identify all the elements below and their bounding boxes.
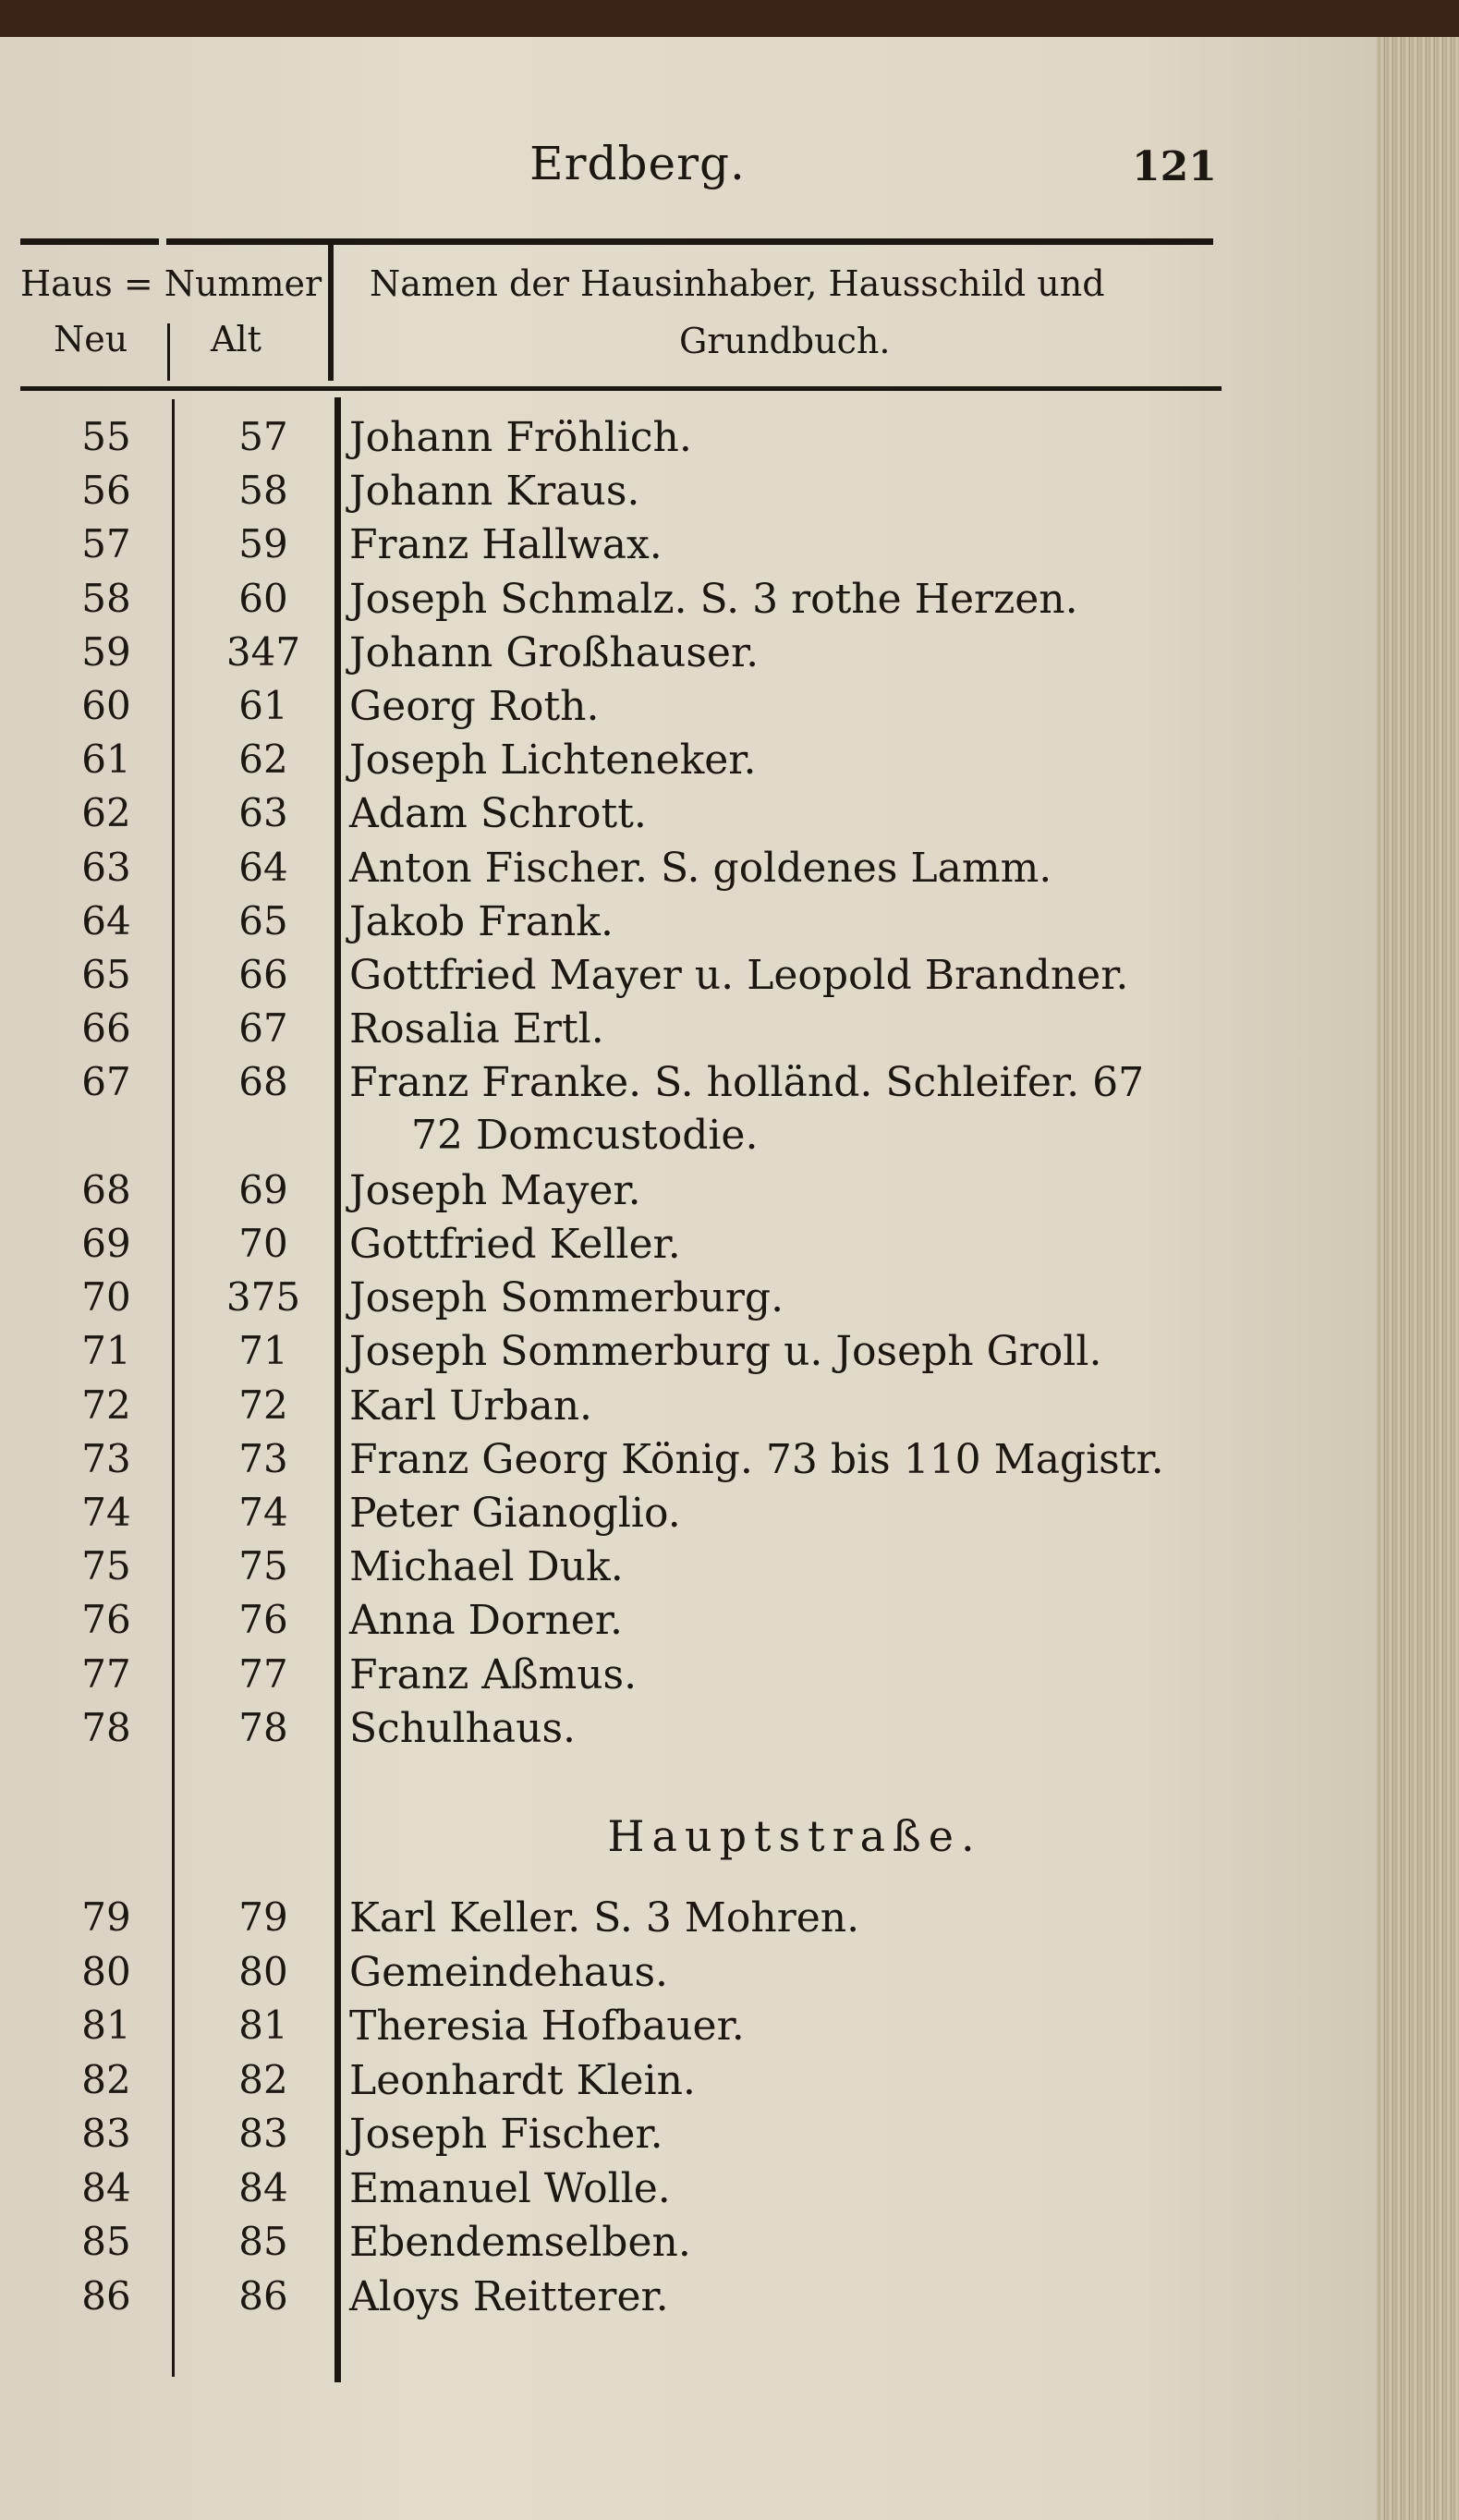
- table-row: [0, 1490, 1386, 1543]
- house-number-old: 62: [238, 737, 288, 783]
- house-number-old: 83: [238, 2111, 288, 2156]
- table-row: [0, 1436, 1386, 1490]
- house-number-old: 85: [238, 2219, 288, 2264]
- house-number-new: 70: [81, 1274, 131, 1321]
- table-row: [0, 2273, 1386, 2327]
- owner-name: Joseph Sommerburg.: [349, 1274, 784, 1322]
- owner-name: Joseph Lichteneker.: [349, 737, 757, 785]
- top-rule-left: [20, 238, 159, 245]
- owner-name: Jakob Frank.: [349, 897, 614, 945]
- owner-name: Theresia Hofbauer.: [349, 2003, 745, 2050]
- house-number-old: 75: [238, 1543, 288, 1589]
- table-row: [0, 2003, 1386, 2056]
- table-row: [0, 1382, 1386, 1436]
- owner-name: Karl Keller. S. 3 Mohren.: [349, 1894, 860, 1942]
- house-number-new: 55: [81, 414, 131, 459]
- house-number-old: 80: [238, 1948, 288, 1994]
- column-head-neu: Neu: [54, 319, 128, 359]
- owner-name: Adam Schrott.: [349, 790, 647, 838]
- header-divider-neu-alt: [167, 323, 170, 381]
- house-number-new: 74: [81, 1490, 131, 1535]
- owner-name: Gottfried Keller.: [349, 1221, 681, 1268]
- house-number-old: 79: [238, 1894, 288, 1940]
- house-number-old: 86: [238, 2272, 288, 2319]
- table-row: [0, 845, 1386, 898]
- house-number-old: 375: [225, 1274, 301, 1321]
- table-row: [0, 1651, 1386, 1705]
- owner-name: Johann Kraus.: [349, 468, 640, 516]
- owner-name: Johann Fröhlich.: [349, 414, 692, 461]
- house-number-old: 65: [238, 897, 288, 943]
- table-row: [0, 576, 1386, 629]
- table-row: [0, 2111, 1386, 2164]
- house-number-new: 61: [81, 737, 131, 783]
- table-row: [0, 629, 1386, 683]
- owner-name: Joseph Fischer.: [349, 2111, 663, 2158]
- table-row: [0, 2219, 1386, 2272]
- house-number-new: 63: [81, 844, 131, 890]
- owner-name: Franz Franke. S. holländ. Schleifer. 67: [349, 1059, 1145, 1107]
- house-number-old: 61: [238, 683, 288, 728]
- house-number-old: 73: [238, 1435, 288, 1481]
- house-number-new: 58: [81, 575, 131, 621]
- house-number-new: 56: [81, 468, 131, 514]
- house-number-new: 68: [81, 1166, 131, 1212]
- page-edge: [1377, 37, 1459, 2520]
- house-number-old: 57: [238, 414, 288, 459]
- house-number-new: 84: [81, 2164, 131, 2210]
- owner-name: Franz Aßmus.: [349, 1650, 638, 1698]
- owner-name: Joseph Mayer.: [349, 1166, 641, 1214]
- table-row: [0, 1274, 1386, 1328]
- house-number-old: 68: [238, 1059, 288, 1105]
- owner-name: Peter Gianoglio.: [349, 1490, 681, 1537]
- table-row: [0, 1543, 1386, 1597]
- house-number-new: 83: [81, 2111, 131, 2156]
- house-number-old: 82: [238, 2056, 288, 2102]
- owner-name: Michael Duk.: [349, 1543, 624, 1591]
- column-head-haus-nummer: Haus = Nummer: [20, 263, 322, 304]
- table-row: [0, 952, 1386, 1005]
- table-row: [0, 790, 1386, 844]
- owner-name: Anton Fischer. S. goldenes Lamm.: [349, 844, 1052, 892]
- house-number-old: 77: [238, 1650, 288, 1697]
- table-row: [0, 1894, 1386, 1948]
- owner-name: Georg Roth.: [349, 683, 600, 730]
- house-number-new: 73: [81, 1435, 131, 1481]
- page-number: 121: [1132, 143, 1217, 190]
- owner-name-continuation: 72 Domcustodie.: [411, 1112, 759, 1160]
- owner-name: Franz Georg König. 73 bis 110 Magistr.: [349, 1435, 1164, 1483]
- top-rule-right: [166, 238, 1213, 245]
- house-number-old: 63: [238, 790, 288, 836]
- house-number-new: 71: [81, 1328, 131, 1374]
- house-number-old: 71: [238, 1328, 288, 1374]
- owner-name: Schulhaus.: [349, 1704, 577, 1752]
- house-number-new: 86: [81, 2272, 131, 2319]
- house-number-old: 69: [238, 1166, 288, 1212]
- owner-name: Gemeindehaus.: [349, 1948, 669, 1996]
- owner-name: Johann Großhauser.: [349, 628, 760, 676]
- owner-name: Joseph Schmalz. S. 3 rothe Herzen.: [349, 575, 1078, 623]
- house-number-new: 81: [81, 2003, 131, 2048]
- owner-name: Emanuel Wolle.: [349, 2164, 671, 2212]
- house-number-old: 347: [225, 628, 301, 675]
- column-head-alt: Alt: [211, 319, 261, 359]
- page-title: Erdberg.: [529, 137, 746, 190]
- header-divider-names: [328, 242, 334, 381]
- table-row: [0, 898, 1386, 952]
- owner-name: Rosalia Ertl.: [349, 1005, 604, 1053]
- house-number-new: 60: [81, 683, 131, 728]
- house-number-old: 67: [238, 1005, 288, 1052]
- house-number-new: 59: [81, 628, 131, 675]
- table-row: [0, 1705, 1386, 1759]
- owner-name: Gottfried Mayer u. Leopold Brandner.: [349, 952, 1129, 999]
- house-number-old: 78: [238, 1704, 288, 1750]
- table-row: [0, 1328, 1386, 1382]
- table-row: [0, 1597, 1386, 1650]
- column-head-namen-line2: Grundbuch.: [679, 321, 891, 361]
- house-number-new: 62: [81, 790, 131, 836]
- table-row: [0, 1005, 1386, 1059]
- table-row: [0, 521, 1386, 575]
- house-number-old: 81: [238, 2003, 288, 2048]
- house-number-new: 69: [81, 1221, 131, 1266]
- house-number-old: 59: [238, 521, 288, 567]
- owner-name: Karl Urban.: [349, 1382, 593, 1430]
- table-row: [0, 1949, 1386, 2003]
- house-number-old: 64: [238, 844, 288, 890]
- table-row: [0, 1221, 1386, 1274]
- table-row: [0, 468, 1386, 521]
- house-number-new: 85: [81, 2219, 131, 2264]
- owner-name: Franz Hallwax.: [349, 521, 663, 569]
- house-number-new: 79: [81, 1894, 131, 1940]
- owner-name: Aloys Reitterer.: [349, 2272, 669, 2320]
- house-number-new: 57: [81, 521, 131, 567]
- table-row: [0, 737, 1386, 790]
- owner-name: Joseph Sommerburg u. Joseph Groll.: [349, 1328, 1102, 1376]
- table-row: [0, 1167, 1386, 1221]
- house-number-new: 75: [81, 1543, 131, 1589]
- table-row: [0, 414, 1386, 468]
- house-number-new: 76: [81, 1597, 131, 1643]
- house-number-new: 72: [81, 1382, 131, 1428]
- house-number-new: 78: [81, 1704, 131, 1750]
- owner-name: Ebendemselben.: [349, 2219, 691, 2266]
- house-number-new: 77: [81, 1650, 131, 1697]
- table-row: [0, 2165, 1386, 2219]
- house-number-old: 72: [238, 1382, 288, 1428]
- house-number-new: 82: [81, 2056, 131, 2102]
- table-row: [0, 2057, 1386, 2111]
- owner-name: Leonhardt Klein.: [349, 2056, 696, 2104]
- house-number-new: 80: [81, 1948, 131, 1994]
- house-number-old: 74: [238, 1490, 288, 1535]
- house-number-old: 84: [238, 2164, 288, 2210]
- owner-name: Anna Dorner.: [349, 1597, 624, 1645]
- table-row: [0, 683, 1386, 737]
- house-number-old: 76: [238, 1597, 288, 1643]
- house-number-new: 64: [81, 897, 131, 943]
- house-number-old: 66: [238, 952, 288, 997]
- section-title-hauptstrasse: Hauptstraße.: [607, 1811, 982, 1861]
- house-number-old: 58: [238, 468, 288, 514]
- house-number-new: 65: [81, 952, 131, 997]
- column-head-namen-line1: Namen der Hausinhaber, Hausschild und: [370, 263, 1105, 304]
- house-number-new: 66: [81, 1005, 131, 1052]
- house-number-old: 70: [238, 1221, 288, 1266]
- table-row: [0, 1059, 1386, 1113]
- house-number-old: 60: [238, 575, 288, 621]
- header-bottom-rule: [20, 386, 1222, 391]
- house-number-new: 67: [81, 1059, 131, 1105]
